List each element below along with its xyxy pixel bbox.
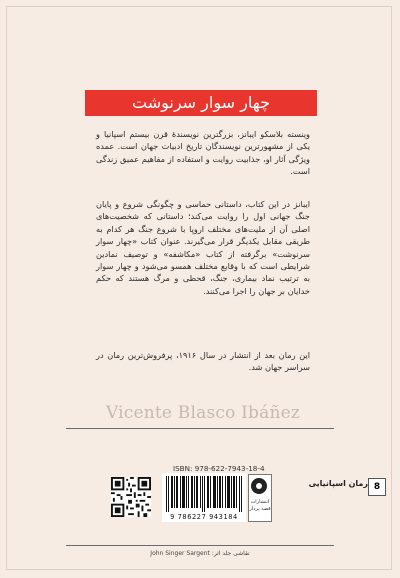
- description-paragraph-1: [96, 128, 310, 178]
- paragraph-text: این رمان بعد از انتشار در سال ۱۹۱۶، پرفروش‌ترین رمان در سراسر جهان شد.: [96, 350, 310, 373]
- paragraph-text: وینسته بلاسکو ایبانز، بزرگترین نویسندهٔ قرن بیستم اسپانیا و یکی از مشهورترین نویسندگان تاریخ ادبیات جهان است. عمده ویژگی آثار او، جذابیت روایت و استفاده از مفاهیم عمیق زندگی است.: [96, 129, 310, 177]
- barcode: [162, 473, 246, 522]
- paragraph-text: ایبانز در این کتاب، داستانی حماسی و چگونگی شروع و پایان جنگ جهانی اول را روایت می‌کند؛ داستانی که شخصیت‌های اصلی آن از ملیت‌های مختلف اروپا با شروع جنگ هر کدام به طریقی مقابل یکدیگر قرار می‌گیرند. عنوان کتاب «چهار سوار سرنوشت» برگرفته از کتاب «مکاشفه» و توصیف نمادین شرایطی است که با وقایع مختلف همسو می‌شود و چهار سوار به ترتیب نماد بیماری، جنگ، قحطی و مرگ هستند که حکم خدایان بر جهان را اجرا می‌کنند.: [96, 199, 310, 296]
- barcode-number: 9 786227 943184: [170, 513, 238, 521]
- description-paragraph-2: [96, 198, 310, 297]
- publisher-name: انتشارات قصه پرداز: [249, 499, 271, 512]
- qr-code-icon: [111, 477, 151, 517]
- description-paragraph-3: [96, 349, 310, 374]
- author-name: Vicente Blasco Ibáñez: [105, 403, 301, 423]
- book-title-banner: [85, 90, 317, 116]
- barcode-icon: [165, 476, 243, 512]
- series-label: رمان اسپانیایی: [308, 479, 368, 488]
- cover-art-credit: نقاشی جلد اثر: John Singer Sargent: [150, 550, 250, 557]
- publisher-logo: [248, 474, 272, 522]
- bottom-divider: [66, 545, 334, 546]
- top-divider: [66, 428, 334, 429]
- series-number: 8: [368, 478, 386, 496]
- publisher-logo-icon: [251, 478, 267, 494]
- isbn-text: ISBN: 978-622-7943-18-4: [173, 464, 265, 473]
- series-badge: [306, 478, 386, 496]
- book-title: چهار سوار سرنوشت: [132, 93, 270, 112]
